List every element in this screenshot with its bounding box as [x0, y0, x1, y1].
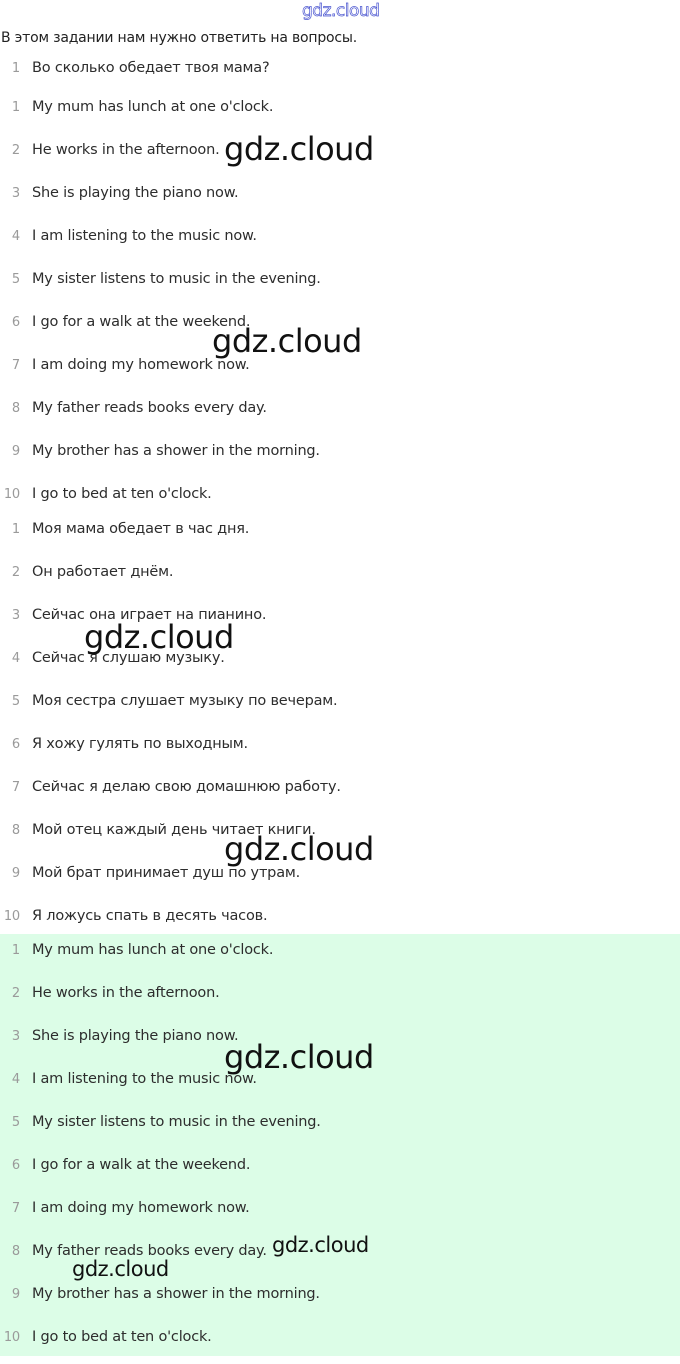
question-row [0, 52, 680, 95]
row-text: I am listening to the music now. [32, 228, 257, 244]
row-number: 5 [11, 272, 20, 287]
watermark: gdz.cloud [224, 1038, 374, 1076]
row-text: My sister listens to music in the evening. [32, 1114, 321, 1130]
row-number: 7 [11, 1201, 20, 1216]
row-text: My sister listens to music in the evening. [32, 271, 321, 287]
row-text: Сейчас она играет на пианино. [32, 607, 267, 623]
english-answer-row [0, 177, 680, 220]
row-number: 4 [11, 229, 20, 244]
answer-block [0, 934, 680, 1356]
row-number: 2 [11, 143, 20, 158]
watermark: gdz.cloud [224, 130, 374, 168]
row-text: My mum has lunch at one o'clock. [32, 99, 274, 115]
russian-translation-row [0, 513, 680, 556]
russian-translation-row [0, 728, 680, 771]
row-number: 3 [11, 608, 20, 623]
answer-row [0, 1106, 680, 1149]
row-text: She is playing the piano now. [32, 1028, 239, 1044]
row-text: I go for a walk at the weekend. [32, 314, 251, 330]
english-answer-row [0, 91, 680, 134]
russian-translation-row [0, 814, 680, 857]
row-number: 7 [11, 780, 20, 795]
english-answer-row [0, 392, 680, 435]
row-text: I go for a walk at the weekend. [32, 1157, 251, 1173]
row-number: 5 [11, 694, 20, 709]
english-answer-row [0, 349, 680, 392]
russian-translation-row [0, 556, 680, 599]
answer-row [0, 1192, 680, 1235]
row-number: 9 [11, 866, 20, 881]
row-text: My brother has a shower in the morning. [32, 1286, 320, 1302]
english-answer-row [0, 306, 680, 349]
row-number: 6 [11, 737, 20, 752]
answer-row [0, 1149, 680, 1192]
watermark: gdz.cloud [224, 830, 374, 868]
row-number: 1 [11, 522, 20, 537]
row-number: 3 [11, 1029, 20, 1044]
answer-row [0, 977, 680, 1020]
watermark: gdz.cloud [212, 322, 362, 360]
answer-row [0, 1278, 680, 1321]
row-text: Сейчас я делаю свою домашнюю работу. [32, 779, 341, 795]
row-number: 9 [11, 1287, 20, 1302]
row-text: My father reads books every day. [32, 400, 267, 416]
row-text: I am listening to the music now. [32, 1071, 257, 1087]
row-text: Моя мама обедает в час дня. [32, 521, 250, 537]
russian-translation-row [0, 771, 680, 814]
russian-translation-row [0, 599, 680, 642]
row-number: 10 [3, 909, 20, 924]
row-number: 1 [11, 61, 20, 76]
row-text: Во сколько обедает твоя мама? [32, 60, 270, 76]
answer-row [0, 1321, 680, 1364]
row-text: He works in the afternoon. [32, 985, 220, 1001]
watermark: gdz.cloud [72, 1257, 169, 1281]
row-text: I go to bed at ten o'clock. [32, 1329, 212, 1345]
row-number: 1 [11, 100, 20, 115]
watermark: gdz.cloud [84, 618, 234, 656]
russian-translation-row [0, 685, 680, 728]
english-answer-row [0, 220, 680, 263]
row-text: Он работает днём. [32, 564, 174, 580]
row-text: My mum has lunch at one o'clock. [32, 942, 274, 958]
row-text: My father reads books every day. [32, 1243, 267, 1259]
row-number: 3 [11, 186, 20, 201]
english-answers-list [0, 91, 680, 521]
row-number: 7 [11, 358, 20, 373]
row-number: 1 [11, 943, 20, 958]
russian-translation-list [0, 513, 680, 943]
row-number: 2 [11, 986, 20, 1001]
row-number: 8 [11, 401, 20, 416]
row-text: Я хожу гулять по выходным. [32, 736, 248, 752]
row-number: 6 [11, 315, 20, 330]
intro-text: В этом задании нам нужно ответить на вопросы. [1, 30, 358, 46]
question-block [0, 52, 680, 95]
row-text: I am doing my homework now. [32, 1200, 250, 1216]
row-text: Сейчас я слушаю музыку. [32, 650, 225, 666]
row-number: 8 [11, 823, 20, 838]
answer-row [0, 1235, 680, 1278]
row-text: I am doing my homework now. [32, 357, 250, 373]
english-answer-row [0, 435, 680, 478]
answer-row [0, 1063, 680, 1106]
header-watermark: gdz.cloud [302, 1, 380, 21]
row-number: 9 [11, 444, 20, 459]
answer-row [0, 1020, 680, 1063]
row-text: I go to bed at ten o'clock. [32, 486, 212, 502]
row-text: Мой отец каждый день читает книги. [32, 822, 316, 838]
english-answer-row [0, 263, 680, 306]
row-number: 10 [3, 487, 20, 502]
row-number: 10 [3, 1330, 20, 1345]
row-number: 4 [11, 651, 20, 666]
row-text: My brother has a shower in the morning. [32, 443, 320, 459]
russian-translation-row [0, 642, 680, 685]
row-text: Моя сестра слушает музыку по вечерам. [32, 693, 338, 709]
row-text: Я ложусь спать в десять часов. [32, 908, 268, 924]
row-number: 6 [11, 1158, 20, 1173]
row-text: Мой брат принимает душ по утрам. [32, 865, 301, 881]
russian-translation-row [0, 857, 680, 900]
row-text: He works in the afternoon. [32, 142, 220, 158]
watermark: gdz.cloud [272, 1233, 369, 1257]
row-text: She is playing the piano now. [32, 185, 239, 201]
english-answer-row [0, 134, 680, 177]
row-number: 8 [11, 1244, 20, 1259]
row-number: 4 [11, 1072, 20, 1087]
answer-row [0, 934, 680, 977]
row-number: 2 [11, 565, 20, 580]
row-number: 5 [11, 1115, 20, 1130]
